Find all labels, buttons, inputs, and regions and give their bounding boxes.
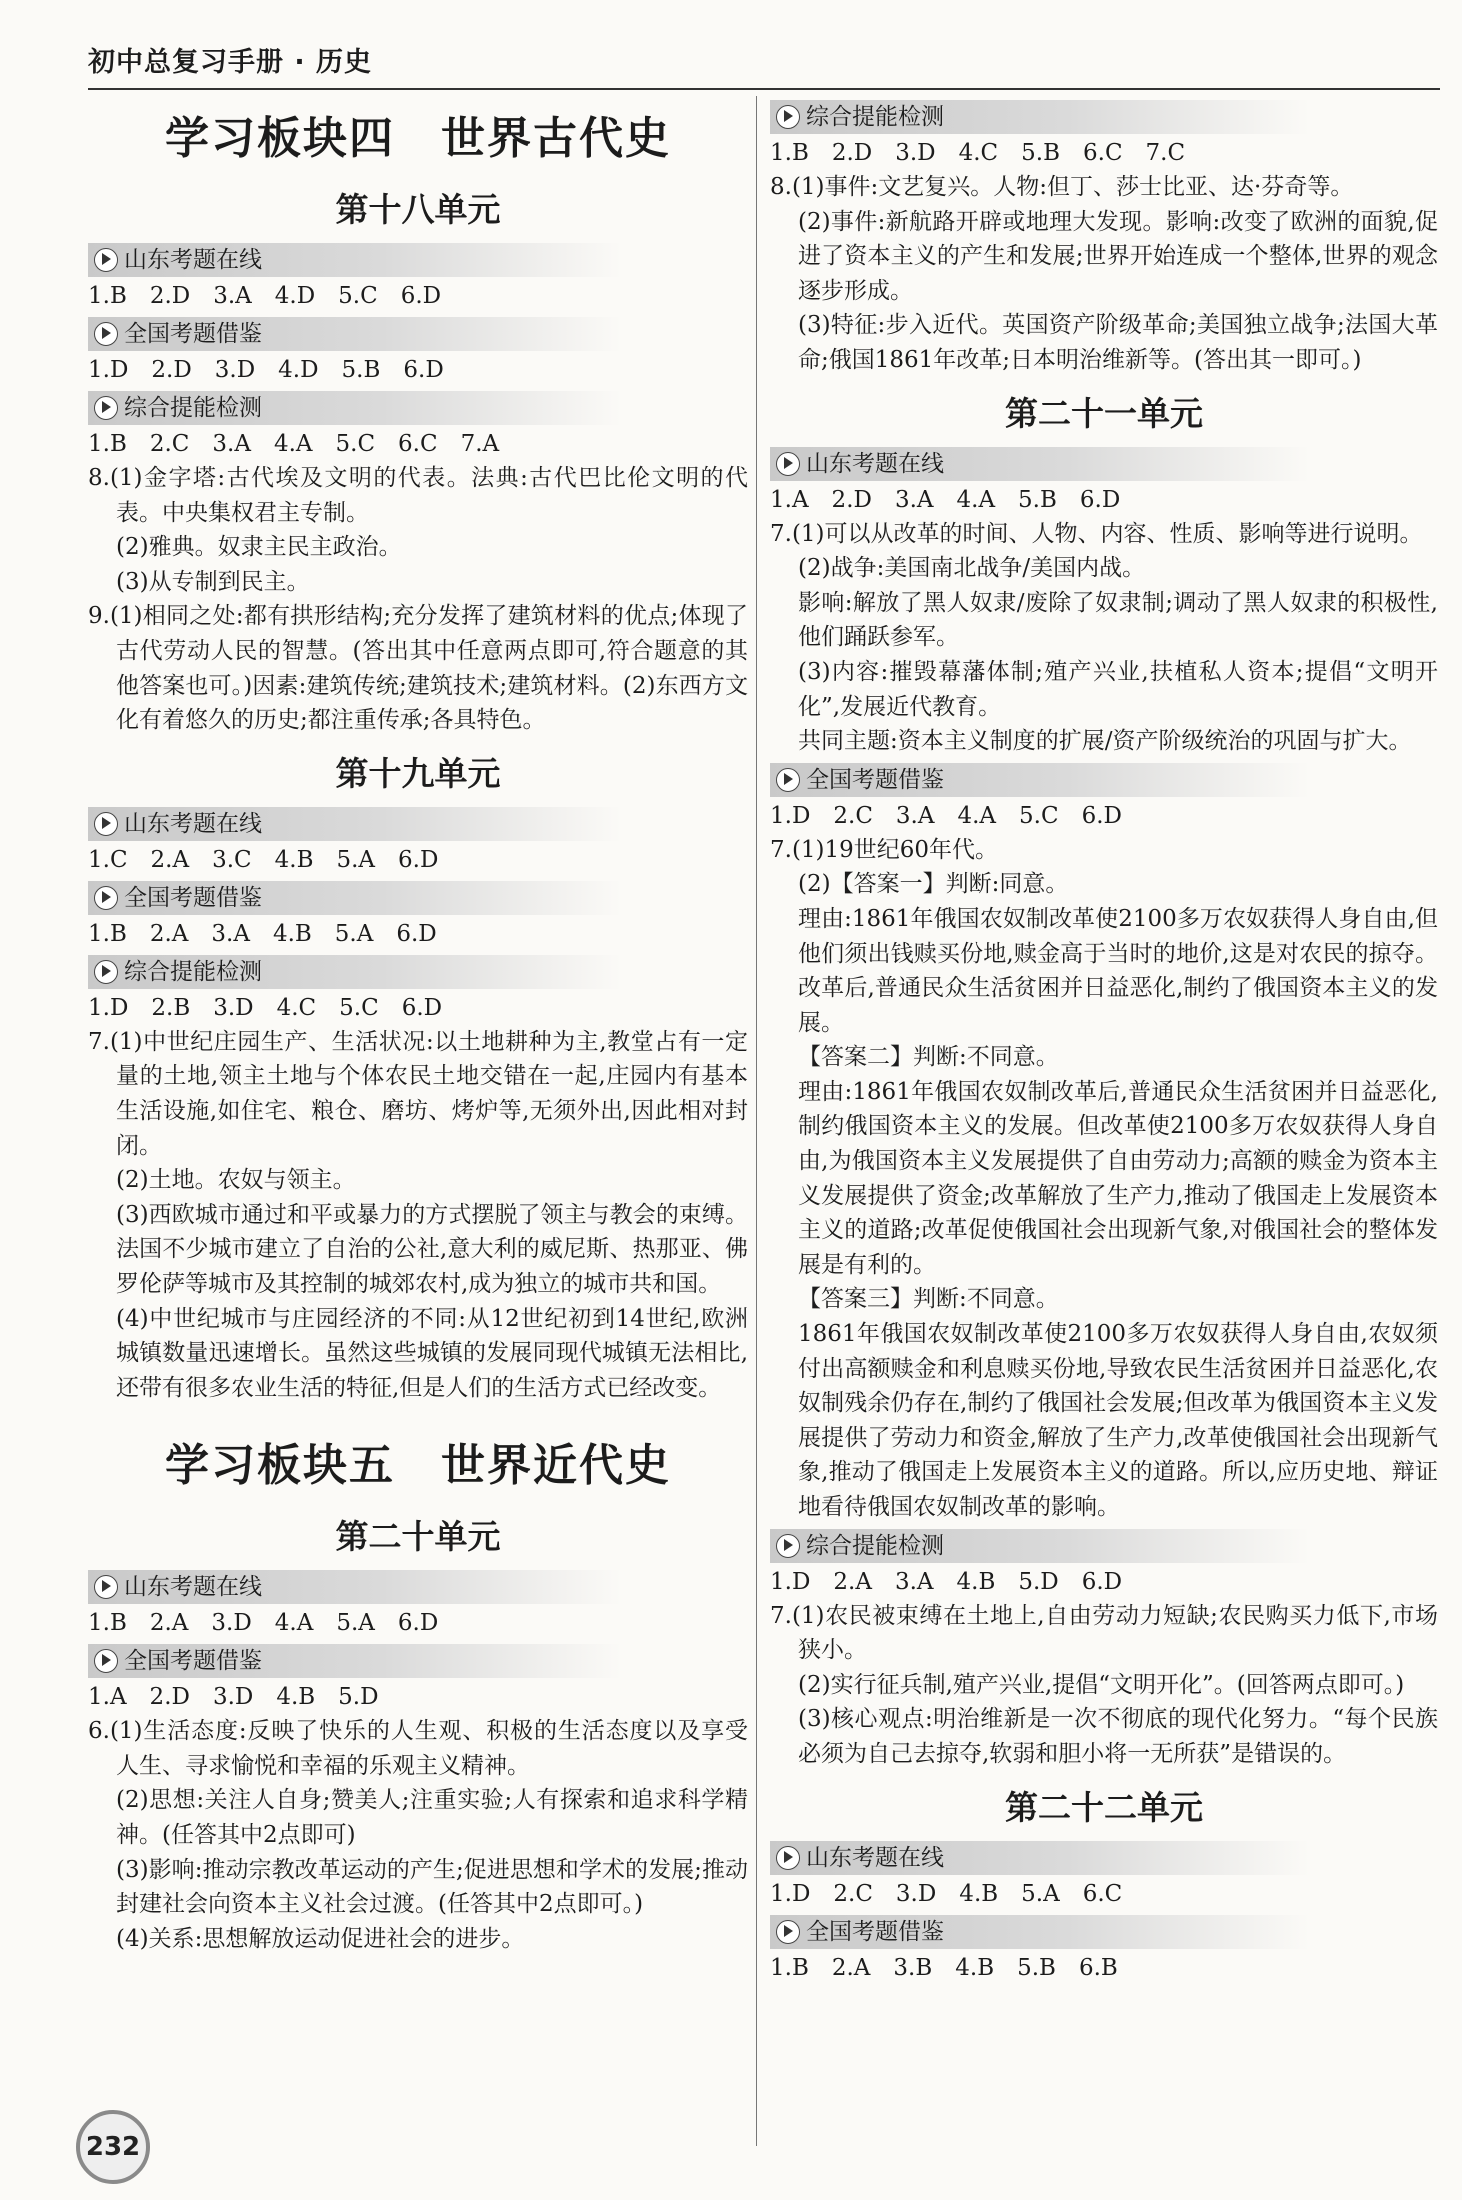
answer-line: 1.A 2.D 3.A 4.A 5.B 6.D — [770, 486, 1121, 513]
play-icon — [776, 1534, 800, 1558]
answer-line: 1.B 2.D 3.A 4.D 5.C 6.D — [88, 283, 442, 309]
play-icon — [94, 248, 118, 272]
question-answer: 6.(1)生活态度:反映了快乐的人生观、积极的生活态度以及享受人生、寻求愉悦和幸福的乐观主义精神。 (2)思想:关注人自身;赞美人;注重实验;人有探索和追求科学精神。(任答其中2点即可) (3)影响:推动宗教改革运动的产生;促进思想和学术的发展;推动封建社会向资本主义社会过渡。(任答其中2点即可。) (4)关系:思想解放运动促进社会的进步。 — [88, 1718, 748, 1952]
unit-title: 第二十二单元 — [1005, 1787, 1203, 1827]
section-label: 综合提能检测 — [88, 955, 622, 989]
section-label: 综合提能检测 — [770, 1529, 1310, 1563]
play-icon — [94, 886, 118, 910]
play-icon — [94, 812, 118, 836]
play-icon — [776, 1920, 800, 1944]
answer-line: 1.B 2.A 3.D 4.A 5.A 6.D — [88, 1610, 439, 1637]
play-icon — [94, 1575, 118, 1599]
play-icon — [94, 1649, 118, 1673]
section-label: 全国考题借鉴 — [88, 881, 622, 915]
right-column — [770, 96, 1438, 1985]
answer-line: 1.D 2.D 3.D 4.D 5.B 6.D — [88, 357, 444, 383]
column-divider — [756, 96, 757, 2146]
section-label: 综合提能检测 — [88, 391, 622, 425]
answer-line: 1.A 2.D 3.D 4.B 5.D — [88, 1684, 379, 1711]
section-label: 山东考题在线 — [88, 243, 622, 277]
answer-line: 1.C 2.A 3.C 4.B 5.A 6.D — [88, 846, 439, 873]
section-label: 全国考题借鉴 — [770, 763, 1310, 797]
answer-line: 1.B 2.A 3.B 4.B 5.B 6.B — [770, 1954, 1118, 1981]
play-icon — [94, 322, 118, 346]
left-column — [88, 96, 748, 1956]
page-header — [88, 40, 1440, 90]
answer-line: 1.D 2.A 3.A 4.B 5.D 6.D — [770, 1568, 1123, 1595]
unit-title: 第十九单元 — [335, 753, 501, 793]
play-icon — [94, 960, 118, 984]
answer-line: 1.B 2.D 3.D 4.C 5.B 6.C 7.C — [770, 140, 1186, 166]
section-label: 全国考题借鉴 — [88, 317, 622, 351]
unit-title: 第二十一单元 — [1005, 393, 1203, 433]
play-icon — [776, 1846, 800, 1870]
answer-line: 1.B 2.C 3.A 4.A 5.C 6.C 7.A — [88, 431, 500, 457]
section-label: 山东考题在线 — [88, 807, 622, 841]
question-answer: 7.(1)19世纪60年代。 (2)【答案一】判断:同意。 理由:1861年俄国农奴制改革使2100多万农奴获得人身自由,但他们须出钱赎买份地,赎金高于当时的地价,这是对农民的掠夺。改革后,普通民众生活贫困并日益恶化,制约了俄国资本主义的发展。 【答案二】判断:不同意。 理由:1861年俄国农奴制改革后,普通民众生活贫困并日益恶化,制约俄国资本主义的发展。但改革使2100多万农奴获得人身自由,为俄国资本主义发展提供了自由劳动力;高额的赎金为资本主义发展提供了资金;改革解放了生产力,推动了俄国走上发展资本主义的道路;改革促使俄国社会出现新气象,对俄国社会的整体发展是有利的。 【答案三】判断:不同意。 1861年俄国农奴制改革使2100多万农奴获得人身自由,农奴须付出高额赎金和利息赎买份地,导致农民生活贫困并日益恶化,农奴制残余仍存在,制约了俄国社会发展;但改革为俄国资本主义发展提供了劳动力和资金,解放了生产力,改革使俄国社会出现新气象,推动了俄国走上发展资本主义的道路。所以,应历史地、辩证地看待俄国农奴制改革的影响。 — [770, 836, 1438, 1520]
section-label: 山东考题在线 — [88, 1570, 622, 1604]
unit-title: 第十八单元 — [335, 190, 501, 229]
section-label: 山东考题在线 — [770, 447, 1310, 481]
question-answer: 8.(1)事件:文艺复兴。人物:但丁、莎士比亚、达·芬奇等。 (2)事件:新航路开辟或地理大发现。影响:改变了欧洲的面貌,促进了资本主义的产生和发展;世界开始连成一个整体,世界的观念逐步形成。 (3)特征:步入近代。英国资产阶级革命;美国独立战争;法国大革命;俄国1861年改革;日本明治维新等。(答出其一即可。) — [770, 174, 1438, 373]
section-label: 全国考题借鉴 — [770, 1915, 1310, 1949]
board-title: 学习板块四 世界古代史 — [165, 113, 671, 164]
play-icon — [776, 105, 800, 129]
question-answer: 7.(1)中世纪庄园生产、生活状况:以土地耕种为主,教堂占有一定量的土地,领主土地与个体农民土地交错在一起,庄园内有基本生活设施,如住宅、粮仓、磨坊、烤炉等,无须外出,因此相对封闭。 (2)土地。农奴与领主。 (3)西欧城市通过和平或暴力的方式摆脱了领主与教会的束缚。法国不少城市建立了自治的公社,意大利的威尼斯、热那亚、佛罗伦萨等城市及其控制的城郊农村,成为独立的城市共和国。 (4)中世纪城市与庄园经济的不同:从12世纪初到14世纪,欧洲城镇数量迅速增长。虽然这些城镇的发展同现代城镇无法相比,还带有很多农业生活的特征,但是人们的生活方式已经改变。 — [88, 1028, 748, 1401]
board-title: 学习板块五 世界近代史 — [165, 1440, 671, 1492]
section-label: 综合提能检测 — [770, 100, 1310, 134]
play-icon — [94, 396, 118, 420]
unit-title: 第二十单元 — [335, 1517, 501, 1557]
page-number: 232 — [76, 2110, 150, 2184]
answer-line: 1.D 2.C 3.D 4.B 5.A 6.C — [770, 1880, 1123, 1907]
question-answer: 8.(1)金字塔:古代埃及文明的代表。法典:古代巴比伦文明的代表。中央集权君主专制。 (2)雅典。奴隶主民主政治。 (3)从专制到民主。 9.(1)相同之处:都有拱形结构;充分发挥了建筑材料的优点;体现了古代劳动人民的智慧。(答出其中任意两点即可,符合题意的其他答案也可。)因素:建筑传统;建筑技术;建筑材料。(2)东西方文化有着悠久的历史;都注重传承;各具特色。 — [88, 465, 748, 734]
play-icon — [776, 768, 800, 792]
play-icon — [776, 452, 800, 476]
book-title: 初中总复习手册 · 历史 — [88, 47, 373, 78]
section-label: 全国考题借鉴 — [88, 1644, 622, 1678]
answer-line: 1.D 2.C 3.A 4.A 5.C 6.D — [770, 802, 1122, 829]
question-answer: 7.(1)农民被束缚在土地上,自由劳动力短缺;农民购买力低下,市场狭小。 (2)实行征兵制,殖产兴业,提倡“文明开化”。(回答两点即可。) (3)核心观点:明治维新是一次不彻底的现代化努力。“每个民族必须为自己去掠夺,软弱和胆小将一无所获”是错误的。 — [770, 1602, 1438, 1767]
answer-line: 1.B 2.A 3.A 4.B 5.A 6.D — [88, 920, 437, 947]
question-answer: 7.(1)可以从改革的时间、人物、内容、性质、影响等进行说明。 (2)战争:美国南北战争/美国内战。 影响:解放了黑人奴隶/废除了奴隶制;调动了黑人奴隶的积极性,他们踊跃参军。 (3)内容:摧毁幕藩体制;殖产兴业,扶植私人资本;提倡“文明开化”,发展近代教育。 共同主题:资本主义制度的扩展/资产阶级统治的巩固与扩大。 — [770, 520, 1438, 755]
answer-line: 1.D 2.B 3.D 4.C 5.C 6.D — [88, 994, 443, 1021]
section-label: 山东考题在线 — [770, 1841, 1310, 1875]
